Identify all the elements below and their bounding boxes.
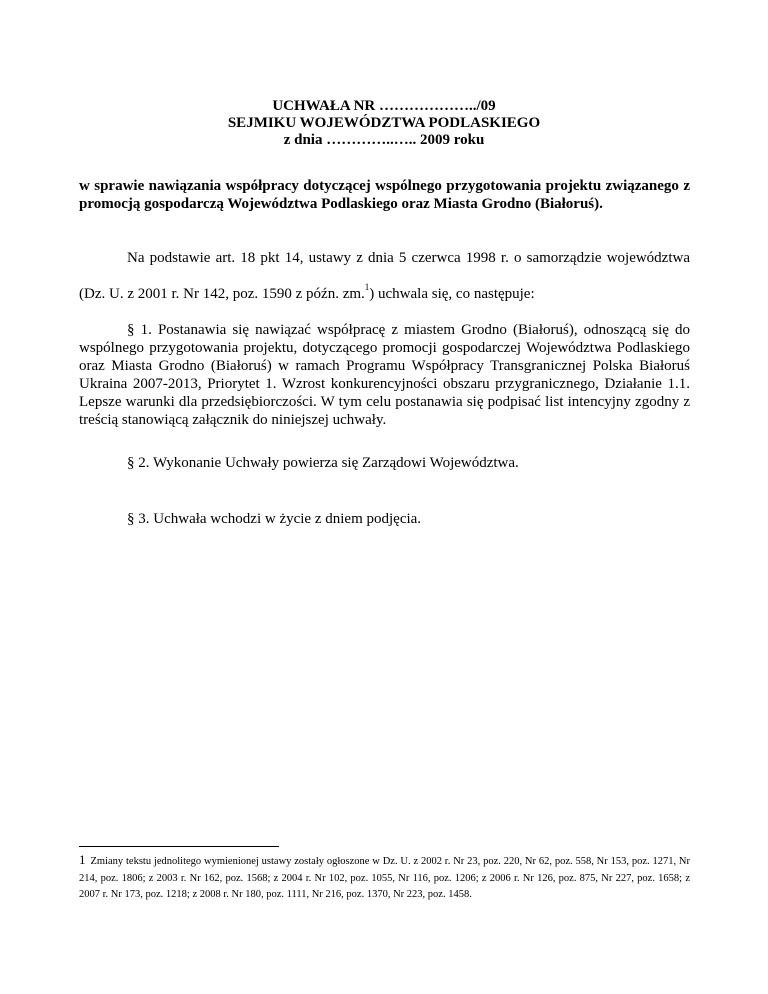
- footnote-separator: [79, 846, 279, 847]
- footnote-reference: 1: [364, 282, 370, 292]
- section-1: [79, 321, 690, 429]
- legal-basis: [79, 240, 690, 312]
- section-3: [79, 510, 690, 528]
- resolution-subject: w sprawie nawiązania współpracy dotyczącej wspólnego przygotowania projektu związanego z promocją gospodarczą Województwa Podlaskiego oraz Miasta Grodno (Białoruś).: [79, 178, 690, 212]
- footnote: [79, 852, 690, 904]
- resolution-header: [0, 98, 768, 149]
- legal-basis-text: Na podstawie art. 18 pkt 14, ustawy z dnia 5 czerwca 1998 r. o samorządzie województwa (Dz. U. z 2001 r. Nr 142, poz. 1590 z późn. zm.: [79, 250, 690, 302]
- section-1-text: § 1. Postanawia się nawiązać współpracę z miastem Grodno (Białoruś), odnoszącą się do wspólnego przygotowania projektu, dotyczącego promocji gospodarczej Województwa Podlaskiego oraz Miasta Grodno (Białoruś) w ramach Programu Współpracy Transgranicznej Polska Białoruś Ukraina 2007-2013, Priorytet 1. Wzrost konkurencyjności obszaru przygranicznego, Działanie 1.1. Lepsze warunki dla przedsiębiorczości. W tym celu postanawia się podpisać list intencyjny zgodny z treścią stanowiącą załącznik do niniejszej uchwały.: [79, 322, 690, 428]
- footnote-marker: 1: [79, 852, 86, 867]
- issuing-body: SEJMIKU WOJEWÓDZTWA PODLASKIEGO: [227, 115, 541, 131]
- section-2: [79, 454, 690, 472]
- footnote-text: Zmiany tekstu jednolitego wymienionej ustawy zostały ogłoszone w Dz. U. z 2002 r. Nr 23, poz. 220, Nr 62, poz. 558, Nr 153, poz. 1271, Nr 214, poz. 1806; z 2003 r. Nr 162, poz. 1568; z 2004 r. Nr 102, poz. 1055, Nr 116, poz. 1206; z 2006 r. Nr 126, poz. 875, Nr 227, poz. 1658; z 2007 r. Nr 173, poz. 1218; z 2008 r. Nr 180, poz. 1111, Nr 216, poz. 1370, Nr 223, poz. 1458.: [79, 856, 690, 900]
- section-2-text: § 2. Wykonanie Uchwały powierza się Zarządowi Województwa.: [127, 455, 519, 471]
- legal-basis-ending: ) uchwala się, co następuje:: [369, 286, 535, 302]
- resolution-date: z dnia …………..….. 2009 roku: [283, 132, 485, 148]
- resolution-number: UCHWAŁA NR ………………../09: [272, 98, 496, 114]
- section-3-text: § 3. Uchwała wchodzi w życie z dniem podjęcia.: [127, 511, 422, 527]
